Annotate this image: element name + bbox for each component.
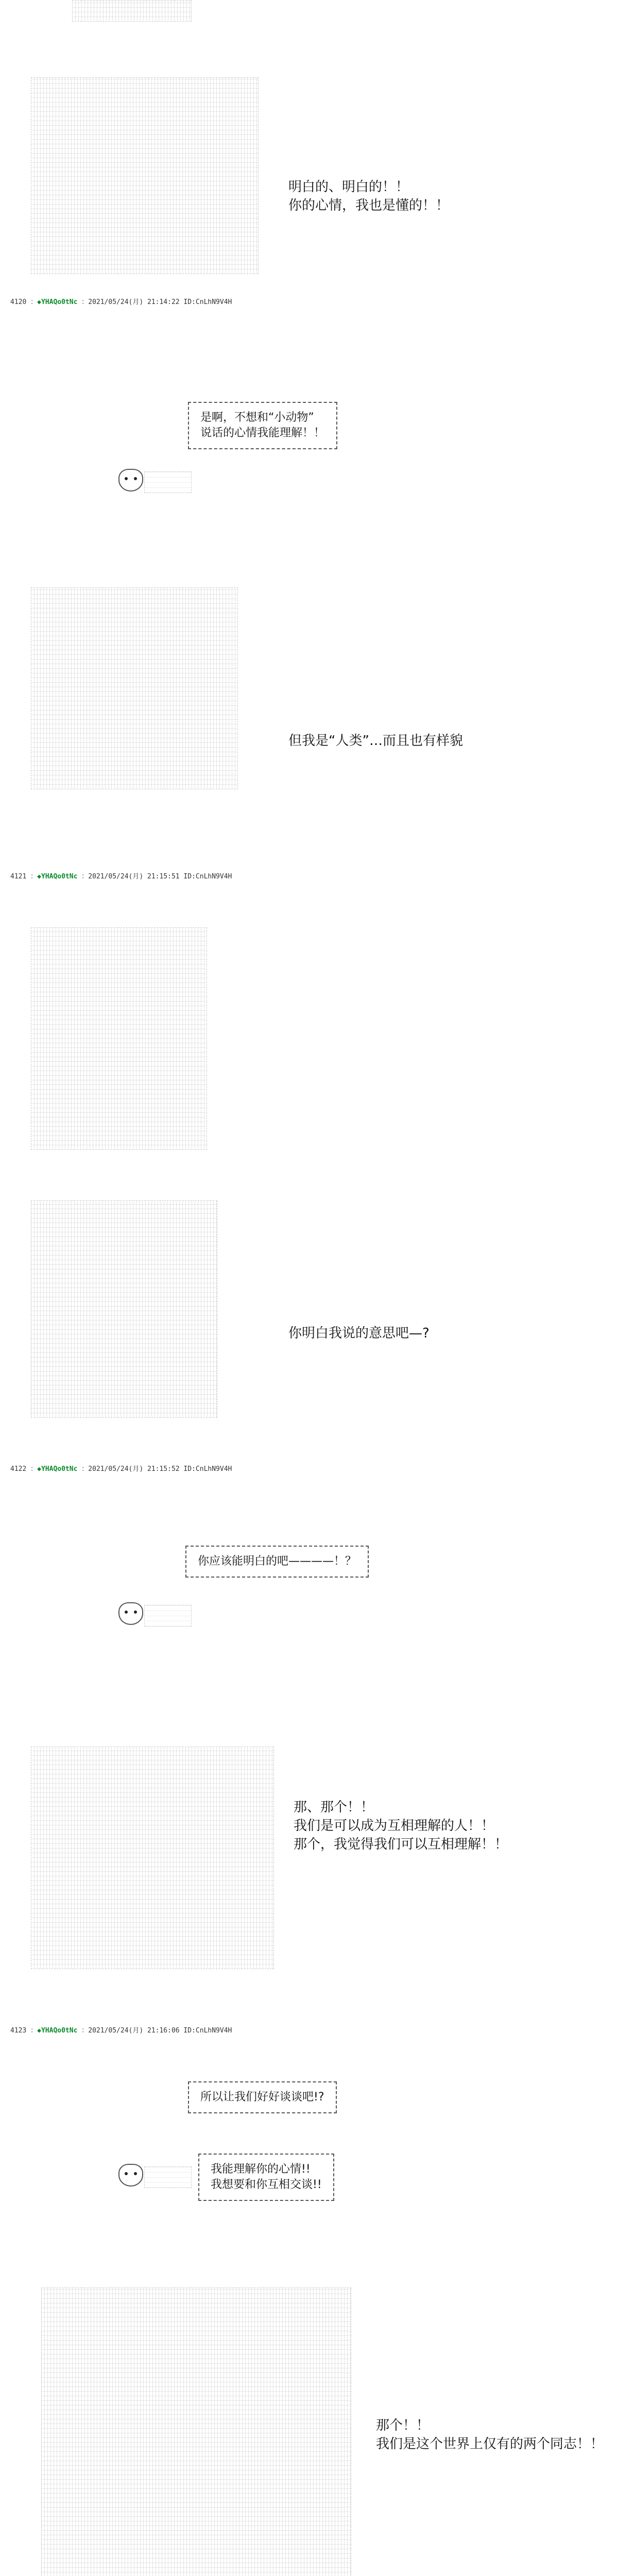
- ascii-art-character: [31, 77, 259, 274]
- dialogue-line: 我们是可以成为互相理解的人！！: [294, 1818, 495, 1834]
- creature-face: [118, 1602, 143, 1625]
- post-header: 4122 ：◆YHAQo0tNc ：2021/05/24(月) 21:15:52 ID:CnLhN9V4H: [10, 1465, 232, 1473]
- post-header: 4120 ：◆YHAQo0tNc ：2021/05/24(月) 21:14:22 ID:CnLhN9V4H: [10, 298, 232, 306]
- ascii-art-character: [31, 1747, 274, 1969]
- ascii-art-character: [31, 1200, 217, 1418]
- creature-face: [118, 2164, 143, 2187]
- dialogue-line: 但我是“人类”…而且也有样貌: [288, 733, 463, 749]
- ascii-art-creature: [144, 471, 192, 493]
- dialogue-line: 那个！！: [376, 2418, 430, 2433]
- post-header: 4123 ：◆YHAQo0tNc ：2021/05/24(月) 21:16:06 ID:CnLhN9V4H: [10, 2027, 232, 2035]
- speech-bubble: 我能理解你的心情!! 我想要和你互相交谈!!: [198, 2154, 334, 2201]
- post-header: 4121 ：◆YHAQo0tNc ：2021/05/24(月) 21:15:51 ID:CnLhN9V4H: [10, 873, 232, 880]
- ascii-art-character: [41, 2287, 351, 2576]
- ascii-art-top: [72, 0, 192, 22]
- dialogue-line: 你的心情，我也是懂的！！: [288, 198, 450, 213]
- ascii-art-creature: [144, 2166, 192, 2188]
- dialogue-line: 那、那个！！: [294, 1800, 374, 1815]
- dialogue-line: 那个，我觉得我们可以互相理解！！: [294, 1837, 508, 1852]
- ascii-art-creature: [144, 1605, 192, 1626]
- ascii-art-character: [31, 927, 207, 1150]
- speech-bubble: 你应该能明白的吧————！？: [185, 1546, 369, 1578]
- speech-bubble: 是啊，不想和“小动物” 说话的心情我能理解！！: [188, 402, 337, 449]
- dialogue-line: 你明白我说的意思吧—?: [288, 1326, 430, 1341]
- creature-face: [118, 469, 143, 492]
- speech-bubble: 所以让我们好好谈谈吧!?: [188, 2081, 337, 2113]
- dialogue-line: 明白的、明白的！！: [288, 179, 409, 195]
- dialogue-line: 我们是这个世界上仅有的两个同志！！: [376, 2436, 604, 2452]
- ascii-art-character: [31, 587, 238, 789]
